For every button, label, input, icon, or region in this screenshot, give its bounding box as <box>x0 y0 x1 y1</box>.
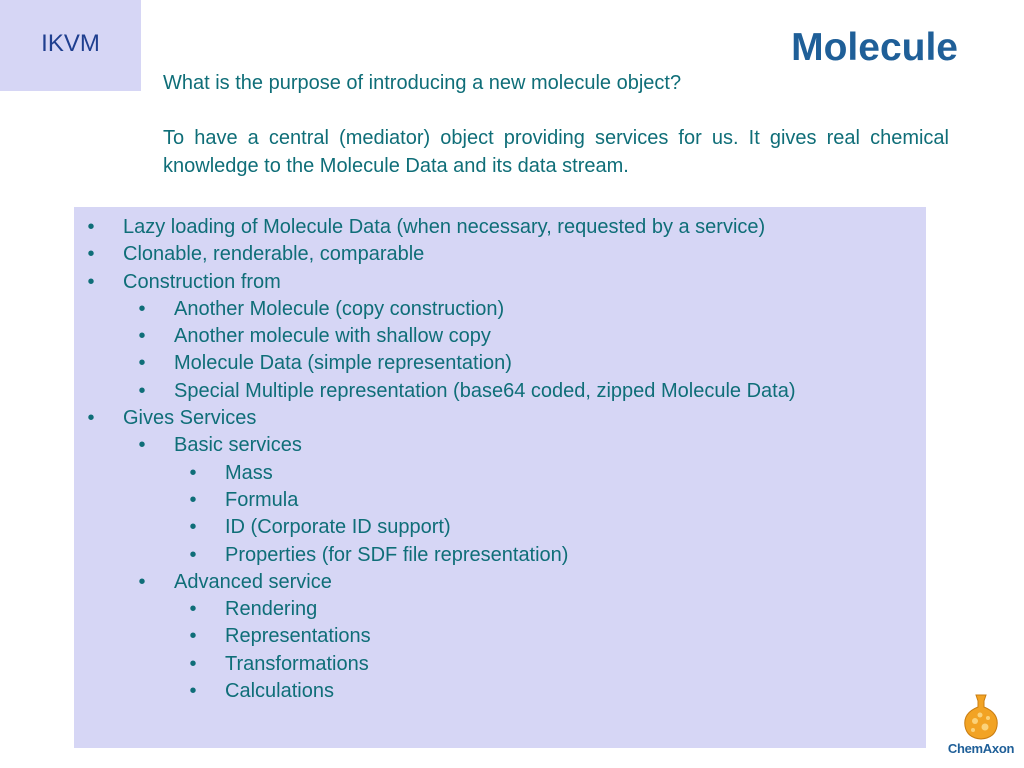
bullet-marker: • <box>189 488 197 511</box>
list-item-text: Formula <box>225 488 299 511</box>
list-item-text: ID (Corporate ID support) <box>225 516 451 539</box>
bullet-marker: • <box>189 543 197 566</box>
bullet-marker: • <box>87 243 95 266</box>
list-item-text: Lazy loading of Molecule Data (when necessary, requested by a service) <box>123 216 766 238</box>
list-item <box>74 569 926 596</box>
list-item <box>74 460 926 487</box>
bullet-marker: • <box>138 325 146 348</box>
list-item-text: Basic services <box>174 434 302 457</box>
bullet-marker: • <box>87 270 95 293</box>
list-item <box>74 596 926 623</box>
list-item <box>74 542 926 569</box>
slide-title: Molecule <box>791 26 958 69</box>
list-item-text: Molecule Data (simple representation) <box>174 352 512 375</box>
bullet-marker: • <box>189 680 197 703</box>
list-item <box>74 323 926 350</box>
list-item <box>74 378 926 405</box>
list-item <box>74 623 926 650</box>
list-item-text: Advanced service <box>174 570 332 593</box>
section-tag-box <box>0 0 141 91</box>
logo-text: ChemAxon <box>947 741 1015 756</box>
list-item-text: Rendering <box>225 598 318 621</box>
bullet-marker: • <box>87 407 95 430</box>
bullet-marker: • <box>87 216 95 238</box>
bullet-marker: • <box>189 625 197 648</box>
list-item <box>74 241 926 268</box>
intro-answer: To have a central (mediator) object providing services for us. It gives real chemical knowledge to the Molecule Data and its data stream. <box>163 127 949 177</box>
list-item <box>74 678 926 705</box>
flask-icon <box>943 693 1019 743</box>
list-item <box>74 405 926 432</box>
list-item <box>74 432 926 459</box>
list-item <box>74 214 926 241</box>
list-item-text: Construction from <box>123 270 281 293</box>
list-item <box>74 514 926 541</box>
bullet-marker: • <box>138 570 146 593</box>
bullet-marker: • <box>189 461 197 484</box>
intro-question: What is the purpose of introducing a new molecule object? <box>163 72 682 94</box>
list-item-text: Another molecule with shallow copy <box>174 325 491 348</box>
section-tag: IKVM <box>41 30 100 57</box>
list-item <box>74 487 926 514</box>
bullet-marker: • <box>138 434 146 457</box>
list-item-text: Another Molecule (copy construction) <box>174 297 505 320</box>
bullet-panel <box>74 207 926 748</box>
list-item <box>74 350 926 377</box>
list-item-text: Gives Services <box>123 407 257 430</box>
list-item-text: Clonable, renderable, comparable <box>123 243 425 266</box>
list-item-text: Properties (for SDF file representation) <box>225 543 569 566</box>
list-item-text: Transformations <box>225 652 369 675</box>
bullet-marker: • <box>138 379 146 402</box>
list-item-text: Mass <box>225 461 273 484</box>
list-item-text: Calculations <box>225 680 334 703</box>
bullet-marker: • <box>138 297 146 320</box>
list-item <box>74 651 926 678</box>
list-item <box>74 269 926 296</box>
list-item-text: Representations <box>225 625 371 648</box>
bullet-marker: • <box>138 352 146 375</box>
list-item-text: Special Multiple representation (base64 coded, zipped Molecule Data) <box>174 379 796 402</box>
bullet-marker: • <box>189 652 197 675</box>
chemaxon-logo <box>943 693 1019 763</box>
bullet-marker: • <box>189 516 197 539</box>
bullet-marker: • <box>189 598 197 621</box>
list-item <box>74 296 926 323</box>
